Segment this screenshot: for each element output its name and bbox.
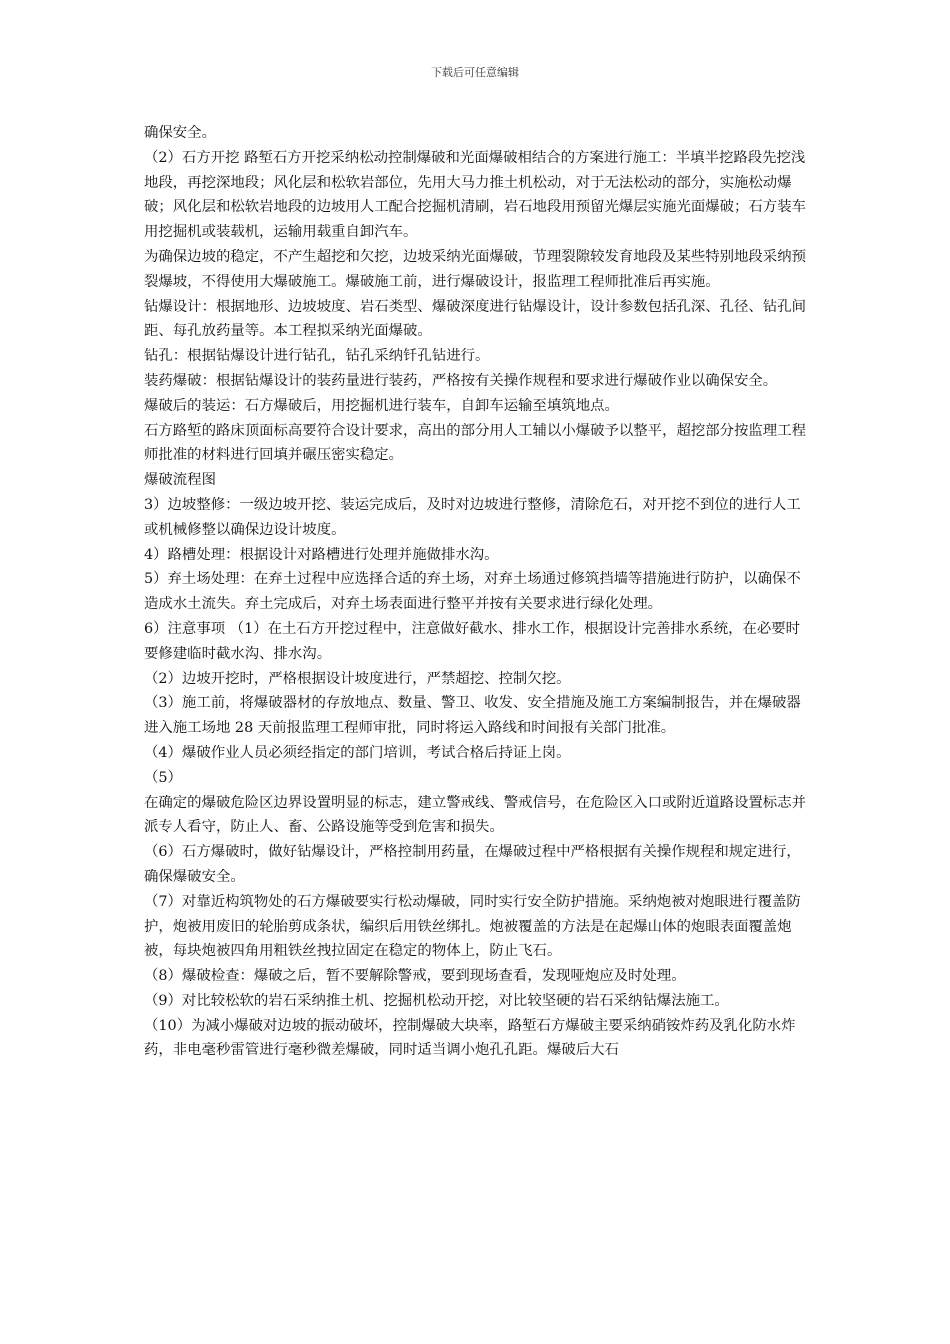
paragraph: 爆破后的装运：石方爆破后，用挖掘机进行装车，自卸车运输至填筑地点。 <box>144 397 619 414</box>
paragraph: 5）弃土场处理：在弃土过程中应选择合适的弃土场，对弃土场通过修筑挡墙等措施进行防护，以确保不造成水土流失。弃土完成后，对弃土场表面进行整平并按有关要求进行绿化处理。 <box>144 571 801 613</box>
paragraph: 3）边坡整修：一级边坡开挖、装运完成后，及时对边坡进行整修，清除危石，对开挖不到位的进行人工或机械修整以确保边设计坡度。 <box>144 496 801 538</box>
page-header: 下载后可任意编辑 <box>431 66 519 79</box>
paragraph: 爆破流程图 <box>144 472 216 489</box>
paragraph: （2）石方开挖 路堑石方开挖采纳松动控制爆破和光面爆破相结合的方案进行施工：半填半挖路段先挖浅地段，再挖深地段；风化层和松软岩部位，先用大马力推土机松动，对于无法松动的部分，实施松动爆破；风化层和松软岩地段的边坡用人工配合挖掘机清刷，岩石地段用预留光爆层实施光面爆破；石方装车用挖掘机或装载机，运输用载重自卸汽车。 <box>144 149 806 241</box>
paragraph: （10）为减小爆破对边坡的振动破坏，控制爆破大块率，路堑石方爆破主要采纳硝铵炸药及乳化防水炸药，非电毫秒雷管进行毫秒微差爆破，同时适当调小炮孔孔距。爆破后大石 <box>144 1017 796 1059</box>
paragraph: （2）边坡开挖时，严格根据设计坡度进行，严禁超挖、控制欠挖。 <box>144 670 571 687</box>
paragraph: 确保安全。 <box>144 125 216 141</box>
paragraph: （9）对比较松软的岩石采纳推土机、挖掘机松动开挖，对比较坚硬的岩石采纳钻爆法施工。 <box>144 992 729 1009</box>
paragraph: 装药爆破：根据钻爆设计的装药量进行装药，严格按有关操作规程和要求进行爆破作业以确保安全。 <box>144 372 778 389</box>
paragraph: （8）爆破检查：爆破之后，暂不要解除警戒，要到现场查看，发现哑炮应及时处理。 <box>144 968 686 985</box>
paragraph: 4）路槽处理：根据设计对路槽进行处理并施做排水沟。 <box>144 546 499 563</box>
paragraph: 石方路堑的路床顶面标高要符合设计要求，高出的部分用人工辅以小爆破予以整平，超挖部分按监理工程师批准的材料进行回填并碾压密实稳定。 <box>144 422 806 464</box>
paragraph: （4）爆破作业人员必须经指定的部门培训，考试合格后持证上岗。 <box>144 744 571 761</box>
paragraph: 钻爆设计：根据地形、边坡坡度、岩石类型、爆破深度进行钻爆设计，设计参数包括孔深、孔径、钻孔间距、每孔放药量等。本工程拟采纳光面爆破。 <box>144 298 806 340</box>
paragraph: 钻孔：根据钻爆设计进行钻孔，钻孔采纳钎孔钻进行。 <box>144 348 490 365</box>
paragraph: （6）石方爆破时，做好钻爆设计，严格控制用药量，在爆破过程中严格根据有关操作规程和规定进行，确保爆破安全。 <box>144 844 801 885</box>
paragraph: 为确保边坡的稳定，不产生超挖和欠挖，边坡采纳光面爆破，节理裂隙较发育地段及某些特别地段采纳预裂爆坡，不得使用大爆破施工。爆破施工前，进行爆破设计，报监理工程师批准后再实施。 <box>144 248 806 290</box>
paragraph: 6）注意事项 （1）在土石方开挖过程中，注意做好截水、排水工作，根据设计完善排水系统，在必要时要修建临时截水沟、排水沟。 <box>144 620 801 662</box>
document-body <box>144 121 810 1063</box>
paragraph: （5） <box>144 769 182 786</box>
paragraph: （3）施工前，将爆破器材的存放地点、数量、警卫、收发、安全措施及施工方案编制报告，并在爆破器进入施工场地 28 天前报监理工程师审批，同时将运入路线和时间报有关部门批准。 <box>144 695 801 737</box>
paragraph: 在确定的爆破危险区边界设置明显的标志，建立警戒线、警戒信号，在危险区入口或附近道路设置标志并派专人看守，防止人、畜、公路设施等受到危害和损失。 <box>144 794 806 836</box>
paragraph: （7）对靠近构筑物处的石方爆破要实行松动爆破，同时实行安全防护措施。采纳炮被对炮眼进行覆盖防护，炮被用废旧的轮胎剪成条状，编织后用铁丝绑扎。炮被覆盖的方法是在起爆山体的炮眼表面覆盖炮被，每块炮被四角用粗铁丝拽拉固定在稳定的物体上，防止飞石。 <box>144 893 801 960</box>
